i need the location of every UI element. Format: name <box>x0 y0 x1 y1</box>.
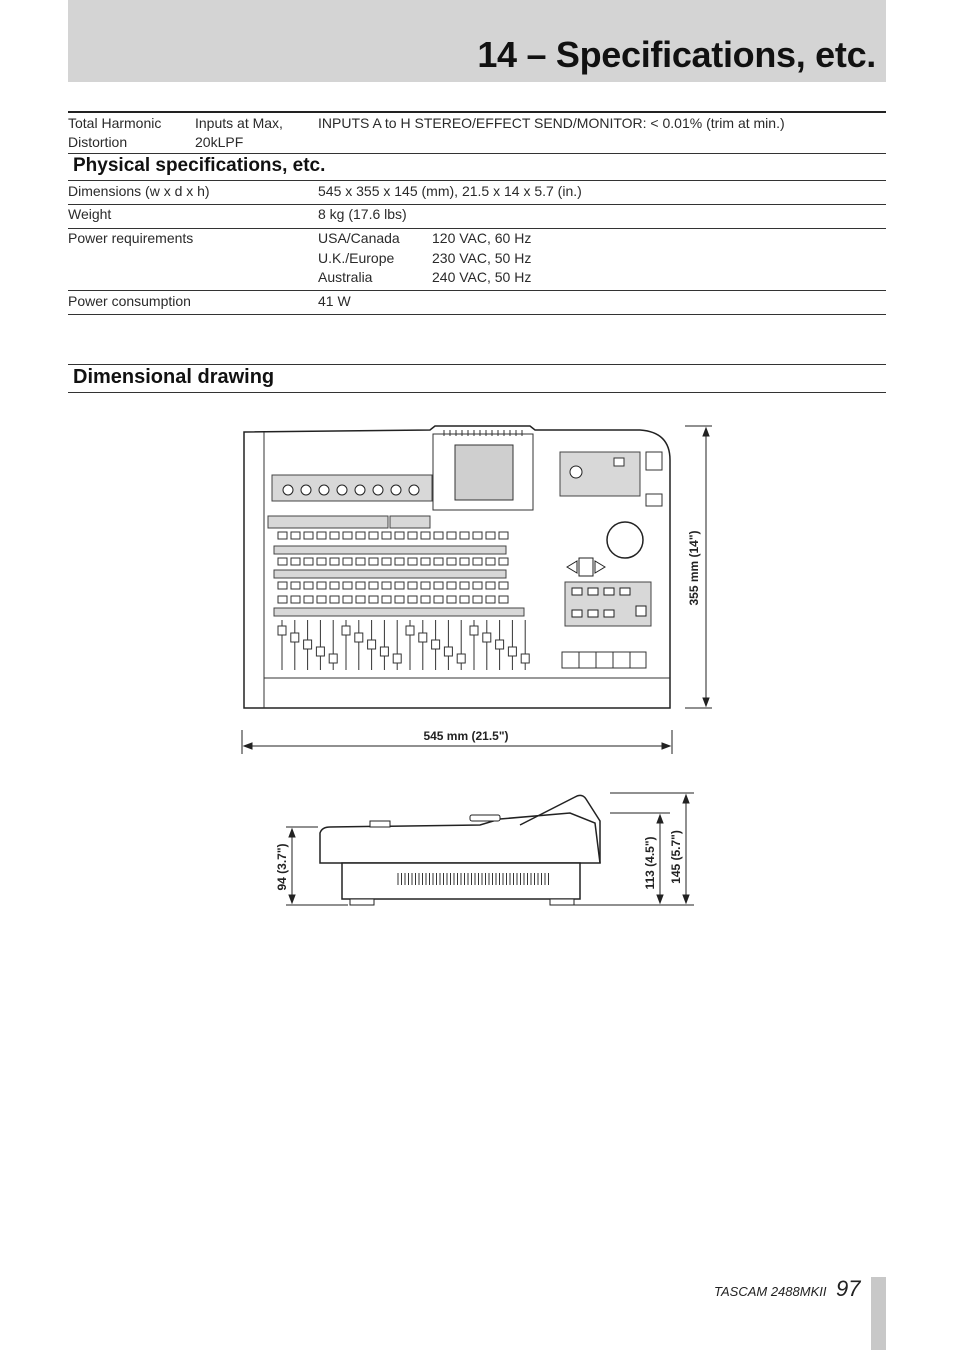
section-rule <box>68 392 886 393</box>
side-left-label: 94 (3.7") <box>275 843 289 891</box>
power-region: Australia <box>318 269 373 285</box>
table-rule <box>68 314 886 315</box>
power-region: USA/Canada <box>318 230 400 246</box>
section-title-physical: Physical specifications, etc. <box>73 155 326 176</box>
table-rule <box>68 180 886 181</box>
width-label: 545 mm (21.5") <box>423 729 509 743</box>
header-bar <box>68 0 886 82</box>
table-rule <box>68 204 886 205</box>
power-value: 120 VAC, 60 Hz <box>432 230 532 246</box>
section-rule <box>68 364 886 365</box>
table-rule <box>68 290 886 291</box>
side-mid-label: 113 (4.5") <box>643 836 657 890</box>
thd-cond-1: Inputs at Max, <box>195 115 283 131</box>
thd-label-1: Total Harmonic <box>68 115 162 131</box>
section-title-drawing: Dimensional drawing <box>73 366 275 388</box>
page-number: 97 <box>836 1276 861 1301</box>
power-label: Power requirements <box>68 230 194 246</box>
consumption-value: 41 W <box>318 293 351 309</box>
depth-label: 355 mm (14") <box>687 530 701 606</box>
power-region: U.K./Europe <box>318 250 395 266</box>
dimensions-value: 545 x 355 x 145 (mm), 21.5 x 14 x 5.7 (in.) <box>318 183 582 199</box>
power-value: 240 VAC, 50 Hz <box>432 269 532 285</box>
weight-value: 8 kg (17.6 lbs) <box>318 206 407 222</box>
table-rule <box>68 153 886 154</box>
thd-label-2: Distortion <box>68 134 128 150</box>
dimensions-label: Dimensions (w x d x h) <box>68 183 210 199</box>
power-value: 230 VAC, 50 Hz <box>432 250 532 266</box>
footer-tab <box>871 1277 886 1350</box>
thd-value: INPUTS A to H STEREO/EFFECT SEND/MONITOR: < 0.01% (trim at min.) <box>318 115 785 131</box>
top-view-drawing <box>230 420 720 760</box>
footer-brand: TASCAM 2488MKII <box>714 1284 827 1299</box>
side-view-drawing <box>270 785 710 915</box>
table-top-rule <box>68 111 886 113</box>
side-right-label: 145 (5.7") <box>669 830 683 884</box>
page-title: 14 – Specifications, etc. <box>477 34 876 75</box>
consumption-label: Power consumption <box>68 293 191 309</box>
weight-label: Weight <box>68 206 112 222</box>
thd-cond-2: 20kLPF <box>195 134 244 150</box>
